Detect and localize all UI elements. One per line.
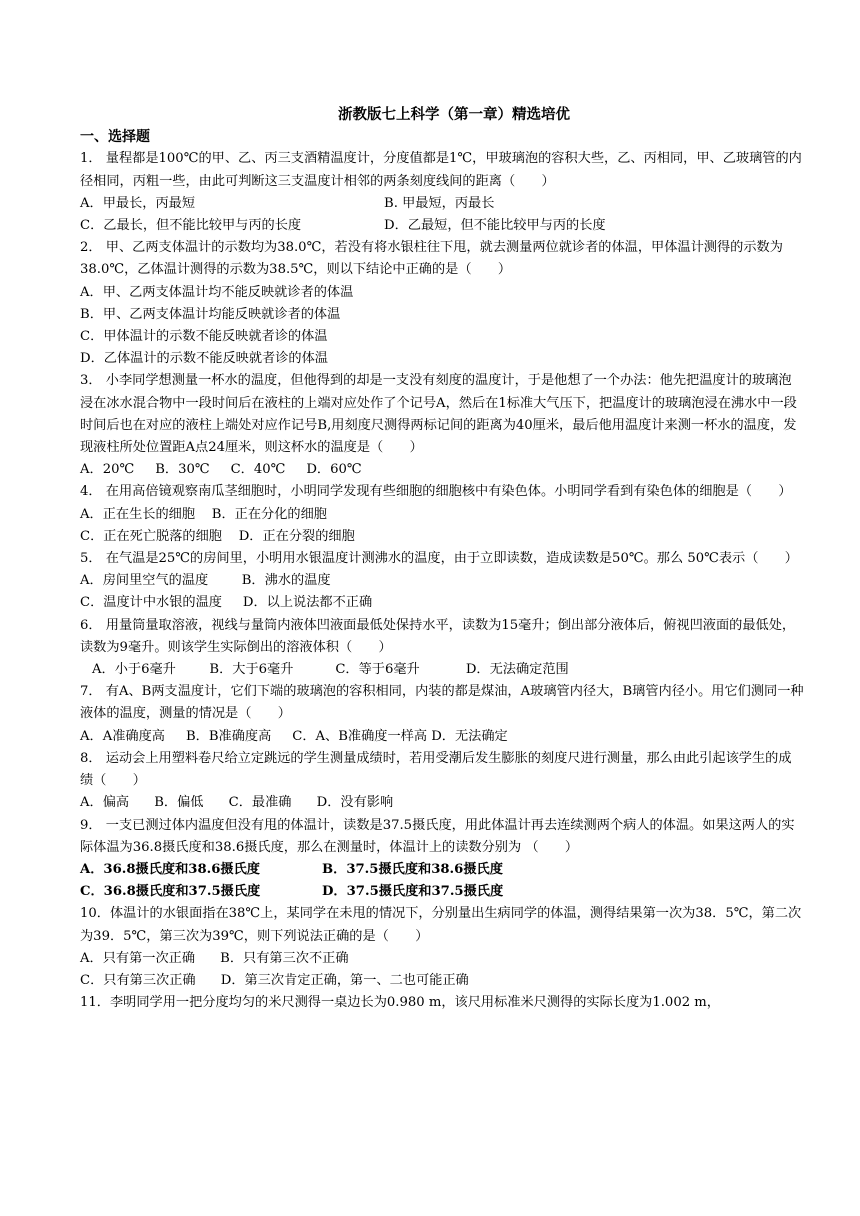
question-3: 3． 小李同学想测量一杯水的温度，但他得到的却是一支没有刻度的温度计，于是他想了一个办法：他先把温度计的玻璃泡浸在冰水混合物中一段时间后在液柱的上端对应处作了个记号A，然后在1标准大气压下，把温度计的玻璃泡浸在沸水中一段时间后也在对应的液柱上端处对应作记号B,用刻度尺测得两标记间的距离为40厘米，最后他用温度计来测一杯水的温度，发现液柱所处位置距A点24厘米，则这杯水的温度是（ ） bbox=[80, 373, 797, 456]
option-d: D．乙体温计的示数不能反映就者诊的体温 bbox=[80, 351, 328, 367]
option-d: D．37.5摄氏度和37.5摄氏度 bbox=[322, 884, 504, 900]
document bbox=[80, 104, 804, 1014]
option-a: A．甲最长，丙最短 bbox=[80, 195, 196, 211]
option-b: B．37.5摄氏度和38.6摄氏度 bbox=[322, 861, 503, 877]
option-a: A．甲、乙两支体温计均不能反映就诊者的体温 bbox=[80, 284, 354, 300]
options-line: A．20℃ B．30℃ C．40℃ D．60℃ bbox=[80, 462, 362, 478]
options-line: A．偏高 B．偏低 C．最准确 D．没有影响 bbox=[80, 795, 394, 811]
options-line: A．A准确度高 B．B准确度高 C．A、B准确度一样高 D．无法确定 bbox=[80, 728, 508, 744]
options-line: A．小于6毫升 B．大于6毫升 C．等于6毫升 D．无法确定范围 bbox=[92, 662, 569, 678]
question-10: 10．体温计的水银面指在38℃上，某同学在未甩的情况下，分别量出生病同学的体温，测得结果第一次为38．5℃，第二次为39．5℃，第三次为39℃，则下列说法正确的是（ ） bbox=[80, 906, 802, 944]
option-b: B．甲、乙两支体温计均能反映就诊者的体温 bbox=[80, 306, 341, 322]
section-heading: 一、选择题 bbox=[80, 129, 150, 146]
option-b: B. 甲最短，丙最长 bbox=[384, 195, 495, 211]
options-line: A．房间里空气的温度 B．沸水的温度 bbox=[80, 573, 331, 589]
options-row bbox=[80, 881, 804, 903]
option-c: C．36.8摄氏度和37.5摄氏度 bbox=[80, 884, 261, 900]
question-9: 9． 一支已测过体内温度但没有甩的体温计，读数是37.5摄氏度，用此体温计再去连续测两个病人的体温。如果这两人的实际体温为36.8摄氏度和38.6摄氏度，那么在测量时，体温计上的读数分别为 （ ） bbox=[80, 817, 795, 855]
question-7: 7． 有A、B两支温度计，它们下端的玻璃泡的容积相同，内装的都是煤油，A玻璃管内径大，B璃管内径小。用它们测同一种液体的温度，测量的情况是（ ） bbox=[80, 684, 804, 722]
options-line: A．正在生长的细胞 B．正在分化的细胞 bbox=[80, 506, 327, 522]
options-line: C．只有第三次正确 D．第三次肯定正确，第一、二也可能正确 bbox=[80, 972, 469, 988]
options-row bbox=[80, 215, 804, 237]
options-line: C．正在死亡脱落的细胞 D．正在分裂的细胞 bbox=[80, 528, 355, 544]
document-title: 浙教版七上科学（第一章）精选培优 bbox=[338, 107, 570, 123]
option-d: D．乙最短，但不能比较甲与丙的长度 bbox=[384, 218, 606, 234]
question-1: 1． 量程都是100℃的甲、乙、丙三支酒精温度计，分度值都是1℃，甲玻璃泡的容积大些，乙、丙相同，甲、乙玻璃管的内径相同，丙粗一些，由此可判断这三支温度计相邻的两条刻度线间的距离（ ） bbox=[80, 151, 802, 189]
question-4: 4． 在用高倍镜观察南瓜茎细胞时，小明同学发现有些细胞的细胞核中有染色体。小明同学看到有染色体的细胞是（ ） bbox=[80, 484, 792, 500]
options-line: C．温度计中水银的温度 D．以上说法都不正确 bbox=[80, 595, 373, 611]
option-c: C．甲体温计的示数不能反映就者诊的体温 bbox=[80, 329, 328, 345]
options-line: A．只有第一次正确 B．只有第三次不正确 bbox=[80, 950, 349, 966]
option-a: A．36.8摄氏度和38.6摄氏度 bbox=[80, 861, 260, 877]
question-6: 6． 用量筒量取溶液，视线与量筒内液体凹液面最低处保持水平，读数为15毫升；倒出部分液体后，俯视凹液面的最低处，读数为9毫升。则该学生实际倒出的溶液体积（ ） bbox=[80, 617, 796, 655]
question-11: 11．李明同学用一把分度均匀的米尺测得一桌边长为0.980 m，该尺用标准米尺测得的实际长度为1.002 m， bbox=[80, 995, 720, 1011]
options-row bbox=[80, 859, 804, 881]
question-5: 5． 在气温是25℃的房间里，小明用水银温度计测沸水的温度，由于立即读数，造成读数是50℃。那么 50℃表示（ ） bbox=[80, 551, 798, 567]
options-row bbox=[80, 193, 804, 215]
option-c: C．乙最长，但不能比较甲与丙的长度 bbox=[80, 218, 302, 234]
question-8: 8． 运动会上用塑料卷尺给立定跳远的学生测量成绩时，若用受潮后发生膨胀的刻度尺进行测量，那么由此引起该学生的成绩（ ） bbox=[80, 750, 792, 789]
question-2: 2． 甲、乙两支体温计的示数均为38.0℃，若没有将水银柱往下甩，就去测量两位就诊者的体温，甲体温计测得的示数为38.0℃，乙体温计测得的示数为38.5℃，则以下结论中正确的是（ ） bbox=[80, 240, 783, 278]
